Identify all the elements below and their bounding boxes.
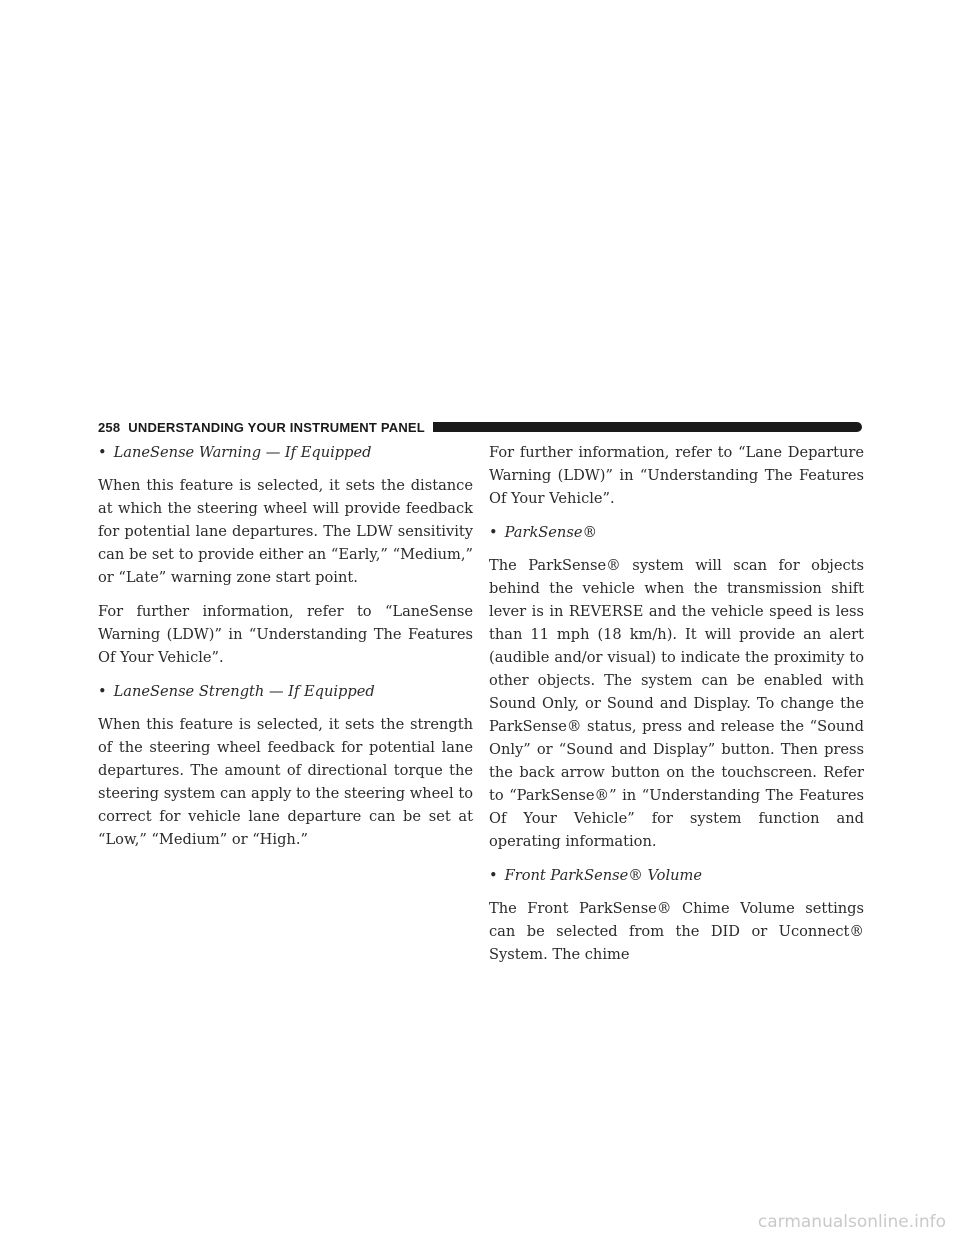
- header-rule: [433, 422, 862, 432]
- heading-text: Front ParkSense® Volume: [504, 867, 703, 884]
- left-column: [98, 441, 473, 862]
- paragraph: For further information, refer to “Lane Departure Warning (LDW)” in “Understanding The Features Of Your Vehicle”.: [489, 444, 864, 507]
- bullet-heading-parksense: [489, 521, 864, 544]
- paragraph: For further information, refer to “LaneSense Warning (LDW)” in “Understanding The Features Of Your Vehicle”.: [98, 603, 473, 666]
- bullet-icon: •: [98, 683, 107, 700]
- bullet-icon: •: [98, 444, 107, 461]
- bullet-icon: •: [489, 867, 498, 884]
- heading-text: LaneSense Strength — If Equipped: [113, 683, 375, 700]
- paragraph: The Front ParkSense® Chime Volume settings can be selected from the DID or Uconnect® System. The chime: [489, 900, 864, 963]
- bullet-heading-lanesense-strength: [98, 680, 473, 703]
- section-title: UNDERSTANDING YOUR INSTRUMENT PANEL: [128, 419, 425, 435]
- heading-text: ParkSense®: [504, 524, 598, 541]
- page-header: [98, 416, 862, 438]
- bullet-icon: •: [489, 524, 498, 541]
- paragraph: When this feature is selected, it sets the distance at which the steering wheel will provide feedback for potential lane departures. The LDW sensitivity can be set to provide either an “Early,” “Medium,” or “Late” warning zone start point.: [98, 477, 473, 586]
- page-number: 258: [98, 419, 121, 435]
- watermark: carmanualsonline.info: [757, 1212, 946, 1232]
- bullet-heading-front-parksense-volume: [489, 864, 864, 887]
- bullet-heading-lanesense-warning: [98, 441, 473, 464]
- paragraph: The ParkSense® system will scan for objects behind the vehicle when the transmission shift lever is in REVERSE and the vehicle speed is less than 11 mph (18 km/h). It will provide an alert (audible and/or visual) to indicate the proximity to other objects. The system can be enabled with Sound Only, or Sound and Display. To change the ParkSense® status, press and release the “Sound Only” or “Sound and Display” button. Then press the back arrow button on the touchscreen. Refer to “ParkSense®” in “Understanding The Features Of Your Vehicle” for system function and operating information.: [489, 557, 864, 850]
- heading-text: LaneSense Warning — If Equipped: [113, 444, 372, 461]
- right-column: [489, 441, 864, 977]
- paragraph: When this feature is selected, it sets the strength of the steering wheel feedback for potential lane departures. The amount of directional torque the steering system can apply to the steering wheel to correct for vehicle lane departure can be set at “Low,” “Medium” or “High.”: [98, 716, 473, 848]
